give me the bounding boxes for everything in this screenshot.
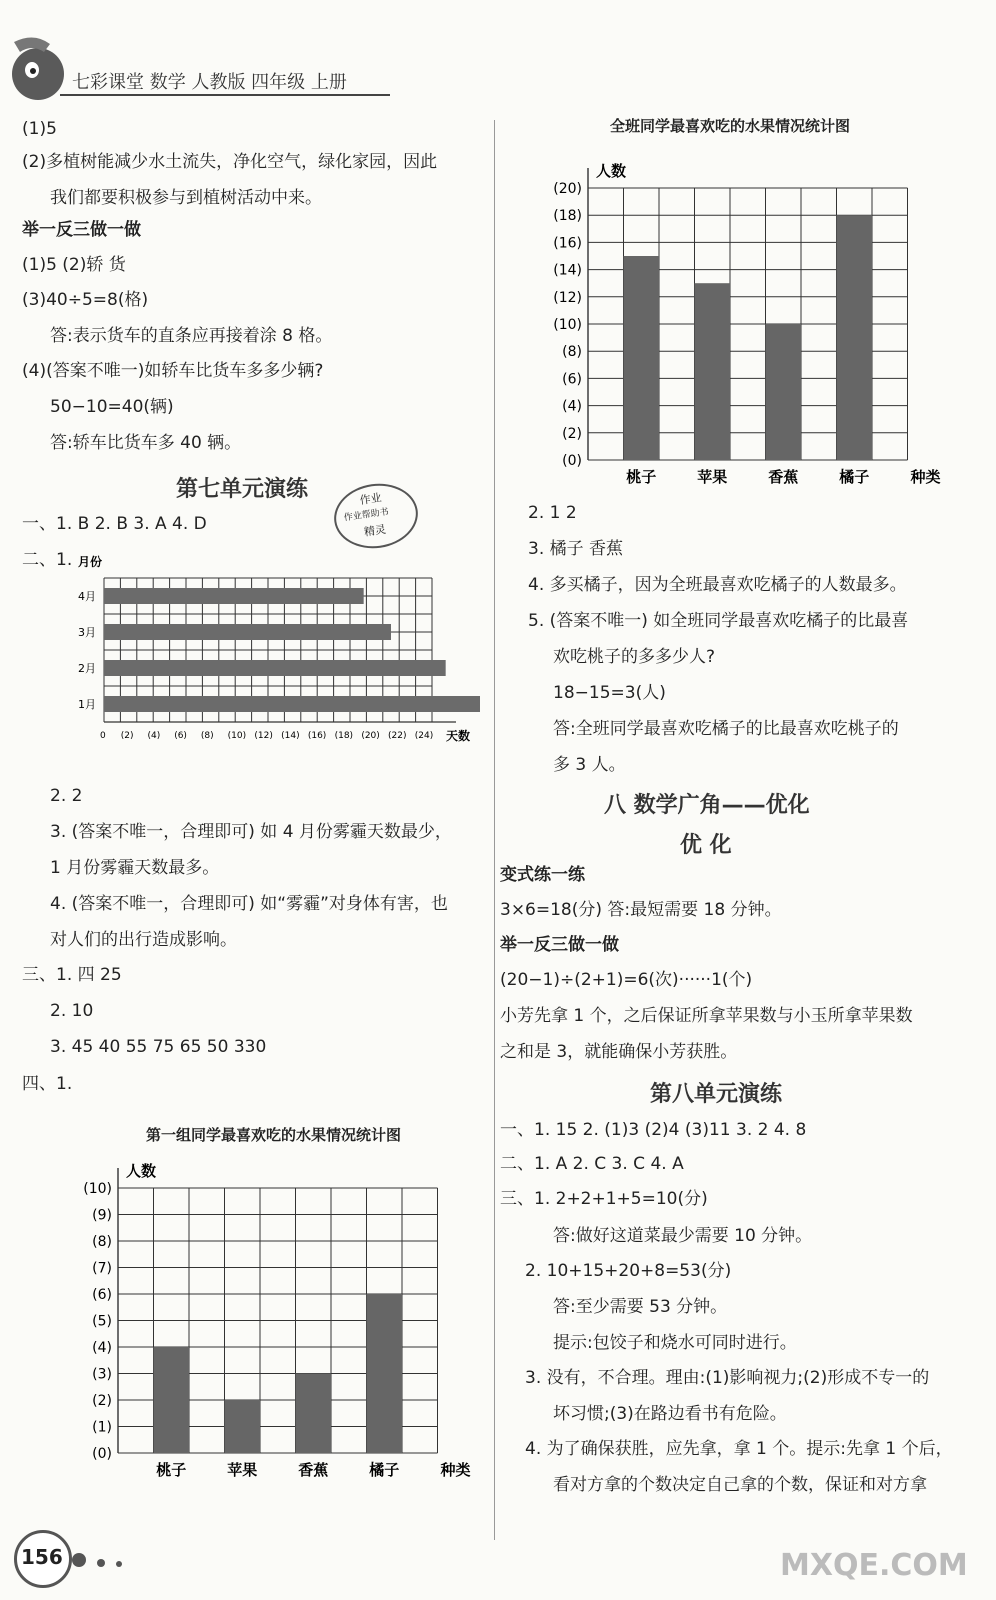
category-label: 橘子 [839,468,870,486]
tick-label: (8) [92,1234,112,1250]
axis-label: 人数 [126,1162,157,1180]
category-label: 橘子 [369,1461,400,1479]
answer-line: 2. 10+15+20+8=53(分) [525,1261,732,1281]
tick-label: (20) [361,731,380,741]
bar [225,1400,261,1453]
answer-line: (1)5 [22,119,57,139]
answer-line: 二、1. A 2. C 3. C 4. A [500,1154,684,1174]
stamp [330,478,422,553]
tick-label: (0) [562,453,582,469]
answer-line: 一、1. B 2. B 3. A 4. D [22,514,207,534]
column-divider [494,120,495,1540]
tick-label: (10) [83,1181,112,1197]
bar [104,588,364,604]
stamp-text: 精灵 [363,522,387,539]
category-label: 2月 [78,662,96,675]
smog-days-chart [70,548,480,773]
tick-label: (2) [92,1393,112,1409]
answer-line: 5. (答案不唯一) 如全班同学最喜欢吃橘子的比最喜 [528,611,909,631]
answer-line: (2)多植树能减少水土流失，净化空气，绿化家园，因此 [22,152,438,172]
tick-label: (1) [92,1419,112,1436]
stamp-text: 作业 [358,491,383,508]
bar [837,215,873,460]
answer-line: 答:表示货车的直条应再接着涂 8 格。 [50,326,333,346]
tick-label: (8) [200,731,214,741]
answer-line: 三、1. 四 25 [22,965,122,985]
category-label: 1月 [78,698,96,711]
tick-label: (20) [553,181,582,197]
tick-label: (4) [562,398,582,415]
bar [367,1294,403,1453]
answer-line: 4. 为了确保获胜，应先拿，拿 1 个。提示:先拿 1 个后， [525,1439,953,1459]
page-number: 156 [21,1545,63,1569]
answer-line: 答:至少需要 53 分钟。 [553,1297,728,1317]
answer-line: 答:做好这道菜最少需要 10 分钟。 [553,1226,813,1246]
bar [104,696,480,712]
answer-line: 3. 橘子 香蕉 [528,539,624,559]
answer-line: 3. 没有，不合理。理由:(1)影响视力;(2)形成不专一的 [525,1368,930,1388]
answer-line: 18−15=3(人) [553,683,666,703]
unit7-title: 第七单元演练 [176,477,309,502]
section-heading: 举一反三做一做 [22,220,141,240]
header-title: 七彩课堂 数学 人教版 四年级 上册 [72,72,347,93]
tick-label: (22) [388,731,407,741]
unit8-title: 第八单元演练 [650,1082,783,1107]
tick-label: (18) [553,208,582,225]
category-label: 苹果 [227,1461,258,1479]
tick-label: (12) [254,731,273,741]
tick-label: (3) [92,1366,112,1383]
answer-line: 4. 多买橘子，因为全班最喜欢吃橘子的人数最多。 [528,575,907,595]
answer-line: 我们都要积极参与到植树活动中来。 [50,188,322,208]
section-heading: 举一反三做一做 [500,935,619,955]
answer-line: 看对方拿的个数决定自己拿的个数，保证和对方拿 [553,1475,927,1495]
header-rule [60,94,390,96]
chart-title: 全班同学最喜欢吃的水果情况统计图 [610,117,851,135]
answer-line: 答:全班同学最喜欢吃橘子的比最喜欢吃桃子的 [553,719,899,739]
tick-label: (7) [92,1260,112,1277]
tick-label: (16) [553,235,582,252]
answer-line: 2. 10 [50,1001,94,1021]
answer-line: 二、1. [22,550,73,570]
axis-label: 人数 [596,162,627,180]
tick-label: (6) [562,371,582,388]
bar [695,283,731,460]
answer-line: 提示:包饺子和烧水可同时进行。 [553,1333,797,1353]
tick-label: (4) [92,1340,112,1356]
answer-line: 2. 1 2 [528,503,577,523]
answer-line: 三、1. 2+2+1+5=10(分) [500,1189,708,1209]
answer-line: 答:轿车比货车多 40 辆。 [50,433,242,453]
lesson-title: 优 化 [680,833,732,858]
tick-label: (9) [92,1207,112,1224]
answer-line: 一、1. 15 2. (1)3 (2)4 (3)11 3. 2 4. 8 [500,1120,807,1140]
group-fruit-chart [68,1148,488,1488]
answer-line: 1 月份雾霾天数最多。 [50,858,220,878]
answer-line: 四、1. [22,1074,73,1094]
category-label: 3月 [78,626,96,639]
tick-label: (5) [92,1313,112,1330]
tick-label: (2) [120,731,134,741]
tick-label: (10) [227,731,247,741]
tick-label: (16) [307,731,327,741]
answer-line: (4)(答案不唯一)如轿车比货车多多少辆? [22,361,324,381]
tick-label: (6) [92,1287,112,1303]
watermark: MXQE.COM [780,1548,968,1583]
answer-line: 小芳先拿 1 个，之后保证所拿苹果数与小玉所拿苹果数 [500,1006,913,1026]
axis-label: 天数 [446,729,471,743]
answer-line: (1)5 (2)轿 货 [22,255,126,275]
class-fruit-chart [528,140,968,492]
chart-title: 第一组同学最喜欢吃的水果情况统计图 [146,1126,402,1144]
tick-label: 0 [100,731,106,741]
page-header [0,30,420,110]
answer-line: 欢吃桃子的多多少人? [553,647,716,667]
category-label: 桃子 [156,1461,187,1479]
section-heading: 变式练一练 [500,865,585,885]
page-number-badge [14,1530,72,1588]
answer-line: 之和是 3，就能确保小芳获胜。 [500,1042,738,1062]
category-label: 香蕉 [298,1461,329,1479]
footer-dots [72,1552,122,1571]
bar [766,324,802,460]
answer-line: 50−10=40(辆) [50,397,174,417]
category-label: 桃子 [626,468,657,486]
answer-line: 对人们的出行造成影响。 [50,930,237,950]
category-label: 苹果 [697,468,728,486]
bar [104,660,446,676]
tick-label: (12) [553,289,582,306]
answer-line: 4. (答案不唯一，合理即可) 如“雾霾”对身体有害，也 [50,894,448,914]
answer-line: (3)40÷5=8(格) [22,290,149,310]
tick-label: (0) [92,1446,112,1462]
stamp-text: 作业帮助书 [343,507,390,524]
tick-label: (14) [281,731,300,741]
tick-label: (18) [334,731,354,741]
tick-label: (6) [174,731,187,741]
bar [154,1347,190,1453]
axis-label: 种类 [440,1461,471,1479]
unit8-chapter-title: 八 数学广角——优化 [604,793,810,818]
axis-label: 种类 [910,468,941,486]
answer-line: (20−1)÷(2+1)=6(次)······1(个) [500,970,753,990]
category-label: 4月 [78,590,96,603]
bar [104,624,391,640]
answer-line: 3×6=18(分) 答:最短需要 18 分钟。 [500,900,782,920]
answer-line: 3. (答案不唯一，合理即可) 如 4 月份雾霾天数最少， [50,822,452,842]
bar [624,256,660,460]
category-label: 香蕉 [768,468,799,486]
answer-line: 坏习惯;(3)在路边看书有危险。 [553,1404,787,1424]
tick-label: (4) [147,731,161,741]
answer-line: 2. 2 [50,786,83,806]
tick-label: (14) [553,262,582,279]
answer-line: 3. 45 40 55 75 65 50 330 [50,1037,267,1057]
tick-label: (10) [553,317,582,333]
bar [296,1374,332,1454]
tick-label: (24) [414,731,434,741]
tick-label: (2) [562,425,582,442]
tick-label: (8) [562,344,582,361]
answer-line: 多 3 人。 [553,755,626,775]
axis-label: 月份 [78,555,103,569]
